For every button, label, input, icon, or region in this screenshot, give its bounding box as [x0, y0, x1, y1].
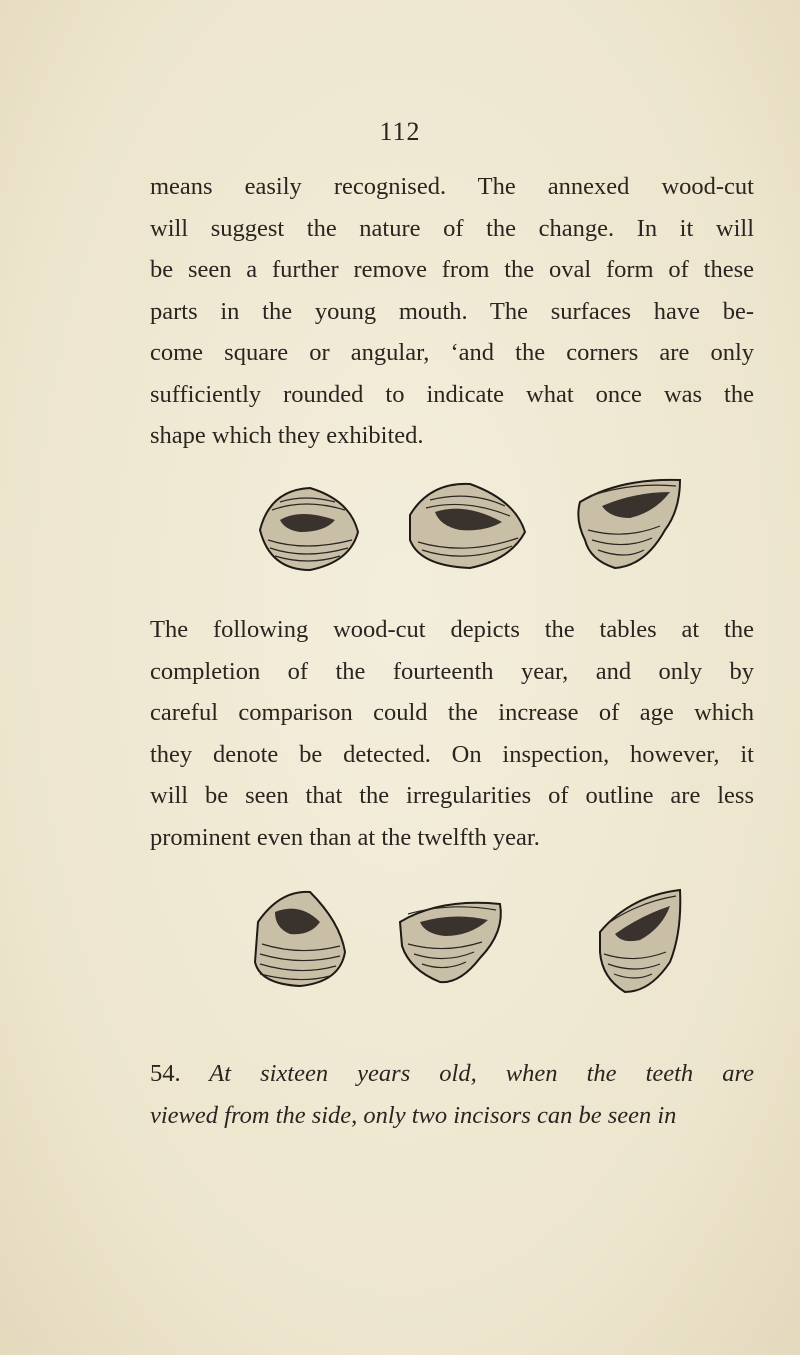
- text-line: At sixteen years old, when the teeth are: [209, 1060, 754, 1087]
- tooth-table-2: [410, 484, 525, 568]
- text-line: they denote be detected. On inspection, however, it: [150, 740, 754, 768]
- page-number: 112: [379, 117, 421, 146]
- tooth-table-1: [255, 892, 345, 986]
- text-line: careful comparison could the increase of age which: [150, 699, 754, 726]
- text-line: completion of the fourteenth year, and only by: [150, 657, 754, 685]
- paragraph-1: [150, 166, 754, 457]
- text-line: will suggest the nature of the change. In it will: [150, 214, 754, 242]
- text-line: means easily recognised. The annexed wood-cut: [150, 173, 754, 200]
- text-line: parts in the young mouth. The surfaces have be-: [150, 297, 754, 325]
- paragraph-3: [150, 1053, 754, 1136]
- text-line: will be seen that the irregularities of outline are less: [150, 782, 754, 809]
- text-line: sufficiently rounded to indicate what once was the: [150, 380, 754, 408]
- text-line: The following wood-cut depicts the tables at the: [150, 616, 754, 643]
- text-line: viewed from the side, only two incisors can be seen in: [150, 1101, 677, 1129]
- text-line: shape which they exhibited.: [150, 422, 424, 449]
- text-line: be seen a further remove from the oval form of these: [150, 256, 754, 283]
- woodcut-illustration-1: [240, 470, 700, 582]
- tooth-table-3: [578, 480, 680, 568]
- tooth-table-1: [260, 488, 358, 570]
- section-number: 54.: [150, 1060, 181, 1087]
- text-line: come square or angular, ‘and the corners are only: [150, 339, 754, 366]
- text-line: prominent even than at the twelfth year.: [150, 823, 540, 851]
- tooth-table-2: [400, 903, 501, 982]
- tooth-table-3: [600, 890, 680, 992]
- paragraph-2: [150, 609, 754, 858]
- woodcut-illustration-2: [230, 882, 700, 1000]
